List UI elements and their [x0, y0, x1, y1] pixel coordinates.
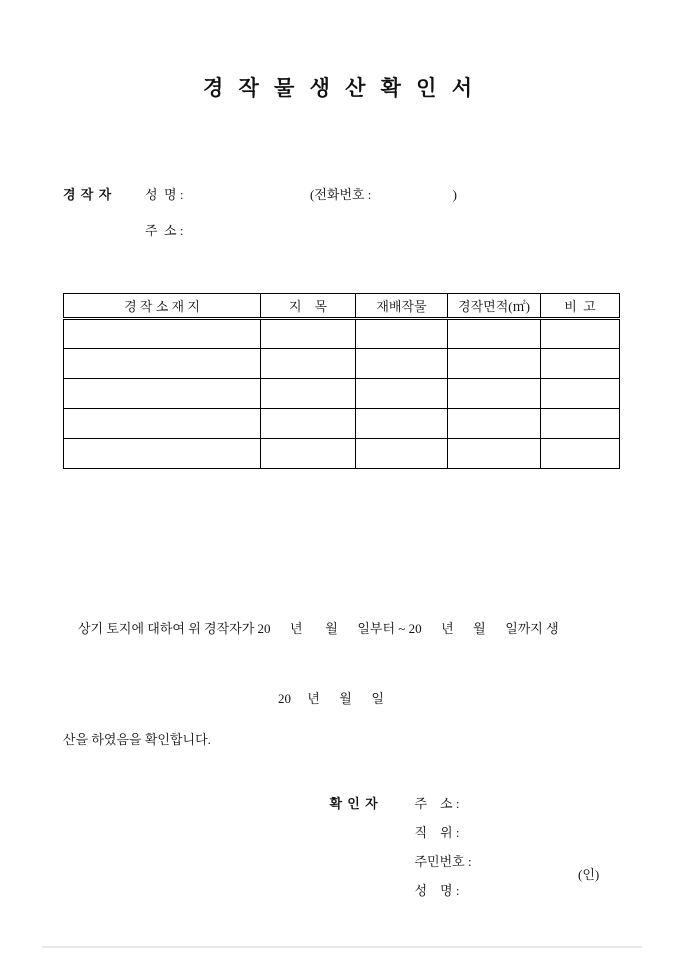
table-cell-empty — [261, 349, 356, 379]
col-header-location: 경 작 소 재 지 — [64, 294, 261, 319]
confirmer-label: 확 인 자 — [329, 796, 379, 811]
col-header-area: 경작면적(㎡) — [448, 294, 541, 319]
confirmer-address-label: 주 소 : — [414, 796, 460, 811]
table-row — [64, 439, 620, 469]
table-cell-empty — [541, 409, 620, 439]
table-cell-empty — [261, 409, 356, 439]
cultivator-phone-label: (전화번호 : ) — [310, 187, 458, 202]
table-cell-empty — [448, 379, 541, 409]
table-cell-empty — [541, 319, 620, 349]
table-row — [64, 319, 620, 349]
table-cell-empty — [356, 439, 448, 469]
confirmation-line-2: 산을 하였음을 확인합니다. — [63, 732, 211, 747]
table-cell-empty — [541, 439, 620, 469]
table-cell-empty — [356, 379, 448, 409]
table-cell-empty — [64, 439, 261, 469]
document-title: 경 작 물 생 산 확 인 서 — [202, 76, 478, 100]
cultivator-name-label: 성 명 : — [145, 187, 184, 202]
cultivator-address-label: 주 소 : — [145, 223, 184, 238]
table-row — [64, 379, 620, 409]
table-cell-empty — [541, 349, 620, 379]
confirmer-address-row — [310, 777, 640, 811]
table-cell-empty — [541, 379, 620, 409]
table-cell-empty — [448, 439, 541, 469]
table-cell-empty — [64, 409, 261, 439]
table-cell-empty — [356, 409, 448, 439]
confirmer-position-row — [310, 806, 640, 840]
table-cell-empty — [356, 349, 448, 379]
date-line: 20 년 월 일 — [278, 691, 384, 706]
table-cell-empty — [448, 409, 541, 439]
table-cell-empty — [64, 349, 261, 379]
table-cell-empty — [448, 349, 541, 379]
confirmer-name-row — [310, 864, 640, 898]
col-header-remarks: 비 고 — [541, 294, 620, 319]
scan-artifact-line — [42, 946, 642, 948]
seal-mark: (인) — [578, 867, 600, 882]
confirmer-resident-label: 주민번호 : — [414, 854, 472, 869]
table-cell-empty — [448, 319, 541, 349]
table-cell-empty — [64, 379, 261, 409]
table-cell-empty — [356, 319, 448, 349]
table-row — [64, 409, 620, 439]
crop-table — [63, 293, 620, 469]
confirmer-resident-row — [310, 835, 640, 869]
table-cell-empty — [64, 319, 261, 349]
cultivator-label: 경 작 자 — [63, 187, 113, 202]
table-row — [64, 349, 620, 379]
confirmation-line-1: 상기 토지에 대하여 위 경작자가 20 년 월 일부터 ~ 20 년 월 일까지 생 — [78, 621, 559, 636]
confirmer-section — [310, 777, 640, 898]
col-header-crop: 재배작물 — [356, 294, 448, 319]
table-header-row — [64, 294, 620, 319]
confirmer-position-label: 직 위 : — [414, 825, 460, 840]
table-cell-empty — [261, 319, 356, 349]
table-cell-empty — [261, 439, 356, 469]
col-header-land-category: 지 목 — [261, 294, 356, 319]
confirmer-name-label: 성 명 : — [414, 883, 460, 898]
table-cell-empty — [261, 379, 356, 409]
